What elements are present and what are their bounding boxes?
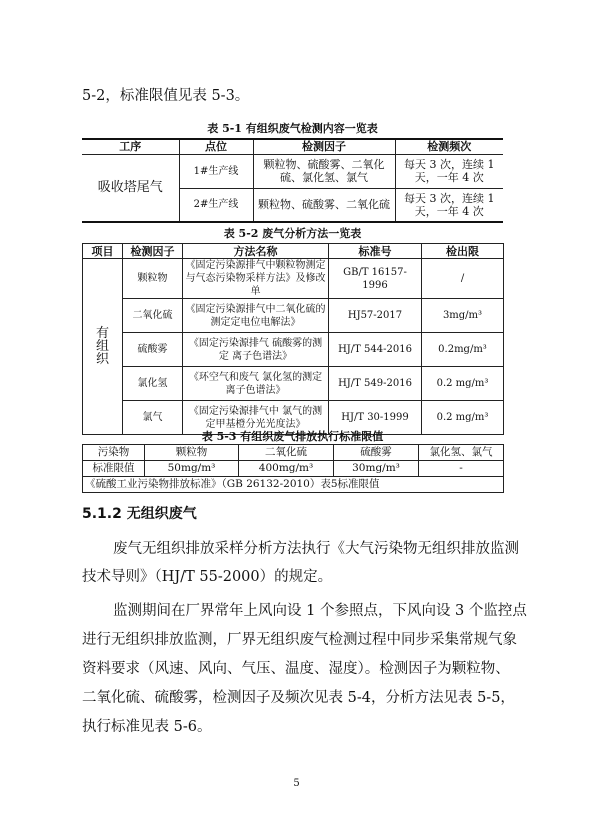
table2-limit-cell: 0.2mg/m³ [422,333,504,367]
table2-method-cell: 《固定污染源排气中二氧化硫的测定定电位电解法》 [183,299,329,333]
table3-header-so2: 二氧化硫 [239,445,334,461]
table3-header-sulfuric-mist: 硫酸雾 [334,445,419,461]
table3-header-pollutant: 污染物 [83,445,145,461]
table3-header-hcl-cl2: 氯化氢、氯气 [419,445,504,461]
table1 [82,138,503,223]
table2-header-factor: 检测因子 [123,244,183,259]
table2-header-standard: 标准号 [329,244,422,259]
table1-point-cell: 2#生产线 [179,188,253,222]
table2-factor-cell: 二氧化硫 [123,299,183,333]
table3-header-particulate: 颗粒物 [145,445,239,461]
paragraph-line: 进行无组织排放监测，厂界无组织废气检测过程中同步采集常规气象 [82,632,517,648]
table3-caption: 表 5-3 有组织废气排放执行标准限值 [201,430,384,443]
table1-caption: 表 5-1 有组织废气检测内容一览表 [207,122,378,135]
paragraph-line: 二氧化硫、硫酸雾，检测因子及频次见表 5-4，分析方法见表 5-5， [82,690,515,706]
table2-method-cell: 《固定污染源排气中颗粒物测定与气态污染物采样方法》及修改单 [183,259,329,299]
paragraph-line: 资料要求（风速、风向、气压、温度、湿度）。检测因子为颗粒物、 [82,661,510,677]
table2-project-cell: 有组织 [83,259,123,435]
section-heading: 5.1.2 无组织废气 [82,506,197,522]
table1-frequency-cell: 每天 3 次，连续 1 天，一年 4 次 [395,154,503,188]
table2-caption: 表 5-2 废气分析方法一览表 [223,227,362,240]
table1-header-frequency: 检测频次 [395,139,503,154]
table2-standard-cell: HJ/T 549-2016 [329,367,422,401]
table3-limit-cell: 400mg/m³ [239,461,334,477]
table2-standard-cell: HJ/T 544-2016 [329,333,422,367]
table2-method-cell: 《环空气和废气 氯化氢的测定 离子色谱法》 [183,367,329,401]
table2-header-limit: 检出限 [422,244,504,259]
table2-standard-cell: GB/T 16157-1996 [329,259,422,299]
paragraph-line: 废气无组织排放采样分析方法执行《大气污染物无组织排放监测 [113,541,519,557]
table2-standard-cell: HJ57-2017 [329,299,422,333]
paragraph-line: 执行标准见表 5-6。 [82,719,212,735]
table3-limit-label: 标准限值 [83,461,145,477]
table2-factor-cell: 颗粒物 [123,259,183,299]
intro-line: 5-2，标准限值见表 5-3。 [82,88,250,104]
table2-standard-cell: HJ/T 30-1999 [329,401,422,435]
table2-factor-cell: 硫酸雾 [123,333,183,367]
paragraph-line: 技术导则》（HJ/T 55-2000）的规定。 [82,569,333,585]
page-number: 5 [293,778,300,789]
table2-factor-cell: 氯气 [123,401,183,435]
table2 [82,243,504,435]
table3-limit-cell: 30mg/m³ [334,461,419,477]
table1-header-process: 工序 [82,139,179,154]
table2-limit-cell: 3mg/m³ [422,299,504,333]
table2-limit-cell: 0.2 mg/m³ [422,367,504,401]
paragraph-line: 监测期间在厂界常年上风向设 1 个参照点，下风向设 3 个监控点 [113,603,527,619]
table1-factors-cell: 颗粒物、硫酸雾、二氧化硫、氯化氢、氯气 [253,154,395,188]
table2-limit-cell: 0.2 mg/m³ [422,401,504,435]
table3-limit-cell: - [419,461,504,477]
table2-header-method: 方法名称 [183,244,329,259]
table1-frequency-cell: 每天 3 次，连续 1 天，一年 4 次 [395,188,503,222]
table2-method-cell: 《固定污染源排气中 氯气的测定甲基橙分光光度法》 [183,401,329,435]
table1-header-factors: 检测因子 [253,139,395,154]
table1-factors-cell: 颗粒物、硫酸雾、二氧化硫 [253,188,395,222]
table3-footnote: 《硫酸工业污染物排放标准》（GB 26132-2010）表5标准限值 [83,477,504,493]
table3 [82,444,504,493]
table1-point-cell: 1#生产线 [179,154,253,188]
table2-limit-cell: / [422,259,504,299]
table1-process-cell: 吸收塔尾气 [82,154,179,222]
table3-limit-cell: 50mg/m³ [145,461,239,477]
table1-header-point: 点位 [179,139,253,154]
table2-factor-cell: 氯化氢 [123,367,183,401]
table2-header-project: 项目 [83,244,123,259]
table2-method-cell: 《固定污染源排气 硫酸雾的测定 离子色谱法》 [183,333,329,367]
